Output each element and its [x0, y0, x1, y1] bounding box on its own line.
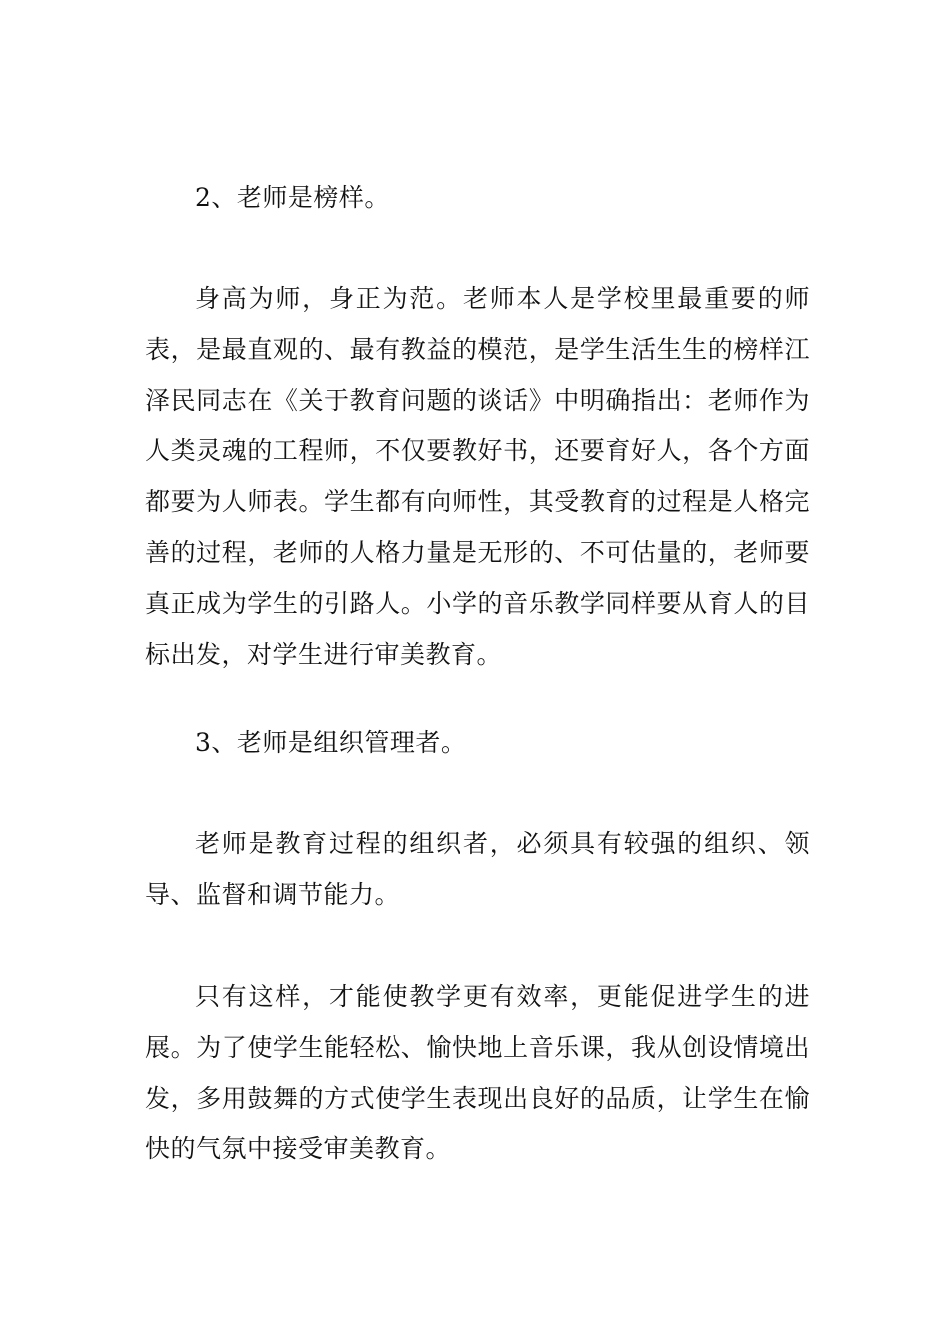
paragraph-efficiency: 只有这样，才能使教学更有效率，更能促进学生的进展。为了使学生能轻松、愉快地上音乐课，我从创设情境出发，多用鼓舞的方式使学生表现出良好的品质，让学生在愉快的气氛中接受审美教育。	[145, 982, 810, 1164]
paragraph-organizer: 老师是教育过程的组织者，必须具有较强的组织、领导、监督和调节能力。	[145, 829, 810, 909]
section-heading-2: 2、老师是榜样。	[195, 183, 390, 212]
section-heading-3: 3、老师是组织管理者。	[195, 728, 467, 757]
paragraph-role-model: 身高为师，身正为范。老师本人是学校里最重要的师表，是最直观的、最有教益的模范，是学生活生生的榜样江泽民同志在《关于教育问题的谈话》中明确指出：老师作为人类灵魂的工程师，不仅要教好书，还要育好人，各个方面都要为人师表。学生都有向师性，其受教育的过程是人格完善的过程，老师的人格力量是无形的、不可估量的，老师要真正成为学生的引路人。小学的音乐教学同样要从育人的目标出发，对学生进行审美教育。	[145, 284, 810, 669]
